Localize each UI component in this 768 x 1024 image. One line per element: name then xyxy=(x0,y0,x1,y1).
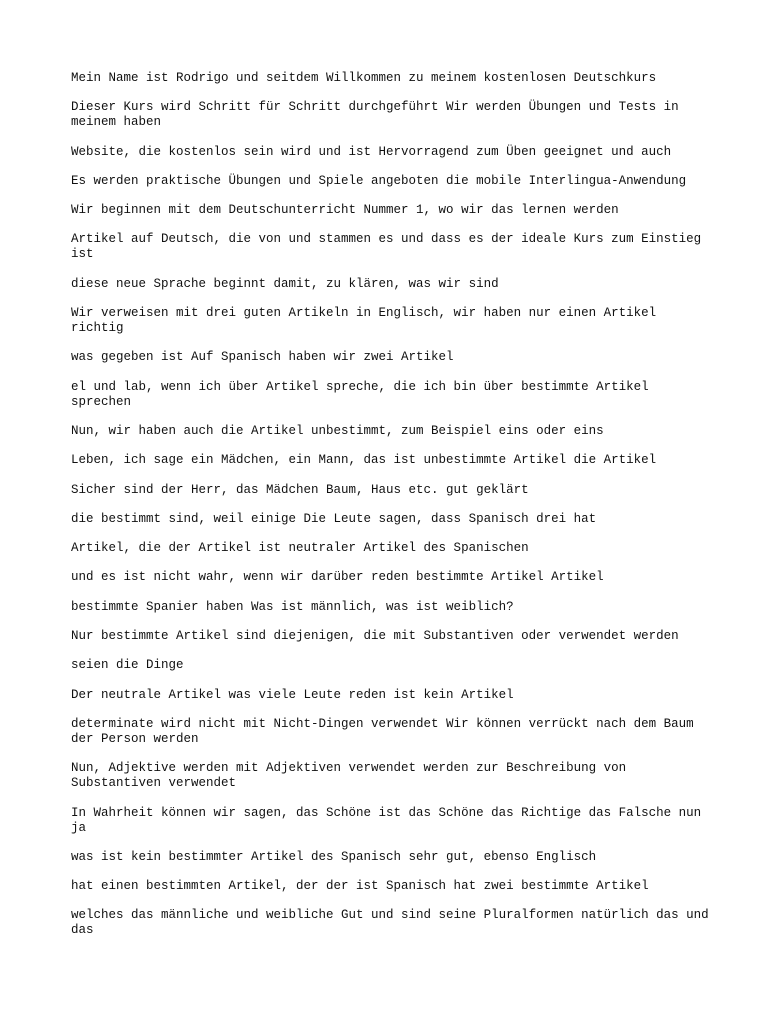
paragraph: Nur bestimmte Artikel sind diejenigen, die mit Substantiven oder verwendet werden xyxy=(71,629,679,644)
paragraph: und es ist nicht wahr, wenn wir darüber reden bestimmte Artikel Artikel xyxy=(71,570,604,585)
paragraph: Website, die kostenlos sein wird und ist Hervorragend zum Üben geeignet und auch xyxy=(71,144,672,159)
paragraph: die bestimmt sind, weil einige Die Leute sagen, dass Spanisch drei hat xyxy=(71,511,597,526)
paragraph: bestimmte Spanier haben Was ist männlich, was ist weiblich? xyxy=(71,599,514,614)
paragraph: Leben, ich sage ein Mädchen, ein Mann, das ist unbestimmte Artikel die Artikel xyxy=(71,453,657,468)
paragraph: Nun, Adjektive werden mit Adjektiven verwendet werden zur Beschreibung von Substantiven verwendet xyxy=(71,761,627,791)
paragraph: Wir beginnen mit dem Deutschunterricht Nummer 1, wo wir das lernen werden xyxy=(71,203,619,218)
paragraph: Es werden praktische Übungen und Spiele angeboten die mobile Interlingua-Anwendung xyxy=(71,173,687,188)
paragraph: Sicher sind der Herr, das Mädchen Baum, Haus etc. gut geklärt xyxy=(71,482,529,497)
paragraph: Der neutrale Artikel was viele Leute reden ist kein Artikel xyxy=(71,687,514,702)
paragraph: Dieser Kurs wird Schritt für Schritt durchgeführt Wir werden Übungen und Tests in meinem haben xyxy=(71,100,679,130)
paragraph: Artikel auf Deutsch, die von und stammen es und dass es der ideale Kurs zum Einstieg ist xyxy=(71,232,702,262)
paragraph: Artikel, die der Artikel ist neutraler Artikel des Spanischen xyxy=(71,541,529,556)
paragraph: In Wahrheit können wir sagen, das Schöne ist das Schöne das Richtige das Falsche nun ja xyxy=(71,805,702,835)
paragraph: diese neue Sprache beginnt damit, zu klären, was wir sind xyxy=(71,276,499,291)
paragraph: el und lab, wenn ich über Artikel spreche, die ich bin über bestimmte Artikel sprechen xyxy=(71,379,649,409)
paragraph: seien die Dinge xyxy=(71,658,184,673)
paragraph: Nun, wir haben auch die Artikel unbestimmt, zum Beispiel eins oder eins xyxy=(71,423,604,438)
paragraph: hat einen bestimmten Artikel, der der ist Spanisch hat zwei bestimmte Artikel xyxy=(71,879,649,894)
paragraph: was gegeben ist Auf Spanisch haben wir zwei Artikel xyxy=(71,350,454,365)
paragraph: was ist kein bestimmter Artikel des Spanisch sehr gut, ebenso Englisch xyxy=(71,849,597,864)
document-body xyxy=(71,71,711,953)
paragraph: Wir verweisen mit drei guten Artikeln in Englisch, wir haben nur einen Artikel richtig xyxy=(71,306,657,336)
paragraph: welches das männliche und weibliche Gut und sind seine Pluralformen natürlich das und das xyxy=(71,908,709,938)
paragraph: determinate wird nicht mit Nicht-Dingen verwendet Wir können verrückt nach dem Baum der Person werden xyxy=(71,716,694,746)
paragraph: Mein Name ist Rodrigo und seitdem Willkommen zu meinem kostenlosen Deutschkurs xyxy=(71,71,657,85)
